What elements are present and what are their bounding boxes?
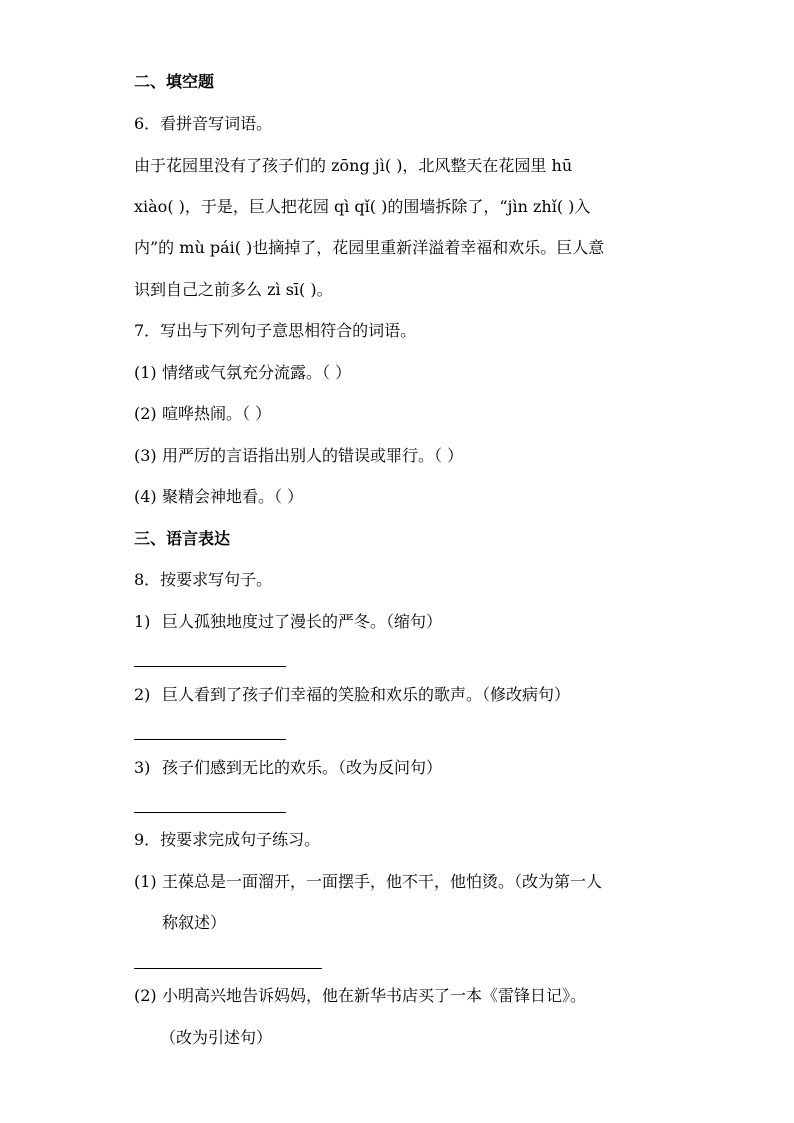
question-9-prompt: 9．按要求完成句子练习。 [134,830,321,849]
item-number: 3) [134,758,151,777]
item-text: 巨人孤独地度过了漫长的严冬。（缩句） [162,612,443,631]
answer-line[interactable] [134,666,286,667]
answer-line[interactable] [134,968,322,969]
item-text-continuation: 称叙述） [162,913,227,932]
question-7-prompt: 7．写出与下列句子意思相符合的词语。 [134,321,417,340]
question-9-item [134,872,602,892]
question-9-item [134,986,586,1006]
item-number: (2) [134,986,157,1005]
answer-line[interactable] [134,739,286,740]
item-number: (3) [134,446,157,465]
question-8-item [134,758,442,778]
question-8-item [134,612,442,632]
item-text: 孩子们感到无比的欢乐。（改为反问句） [162,758,443,777]
question-7-item [134,404,271,424]
item-text-continuation: （改为引述句） [160,1028,273,1047]
section-title-language-expression: 三、语言表达 [134,529,231,548]
item-text: 巨人看到了孩子们幸福的笑脸和欢乐的歌声。（修改病句） [162,685,571,704]
item-text: 王葆总是一面溜开，一面摆手，他不干，他怕烫。（改为第一人 [162,872,603,891]
question-6-prompt: 6．看拼音写词语。 [134,114,273,133]
question-8-prompt: 8．按要求写句子。 [134,570,273,589]
item-text: 用严厉的言语指出别人的错误或罪行。（ ） [162,446,464,465]
section-title-fill-blank: 二、填空题 [134,72,215,91]
question-6-line-3: 内”的 mù pái( )也摘掉了，花园里重新洋溢着幸福和欢乐。巨人意 [134,238,605,257]
question-7-item [134,363,351,383]
item-text: 喧哗热闹。（ ） [162,404,272,423]
item-text: 聚精会神地看。（ ） [162,487,304,506]
question-8-item [134,685,570,705]
question-6-line-2: xiào( )，于是，巨人把花园 qì qǐ( )的围墙拆除了，“jìn zhǐ( )入 [134,197,591,216]
item-number: (1) [134,363,157,382]
item-number: (2) [134,404,157,423]
answer-line[interactable] [134,812,286,813]
item-text: 情绪或气氛充分流露。（ ） [162,363,352,382]
question-6-line-1: 由于花园里没有了孩子们的 zōng jì( )，北风整天在花园里 hū [134,156,573,175]
item-text: 小明高兴地告诉妈妈，他在新华书店买了一本《雷锋日记》。 [162,986,587,1005]
question-7-item [134,446,463,466]
item-number: (4) [134,487,157,506]
item-number: 1) [134,612,151,631]
item-number: (1) [134,872,157,891]
question-6-line-4: 识到自己之前多么 zì sī( )。 [134,280,333,299]
item-number: 2) [134,685,151,704]
question-7-item [134,487,303,507]
